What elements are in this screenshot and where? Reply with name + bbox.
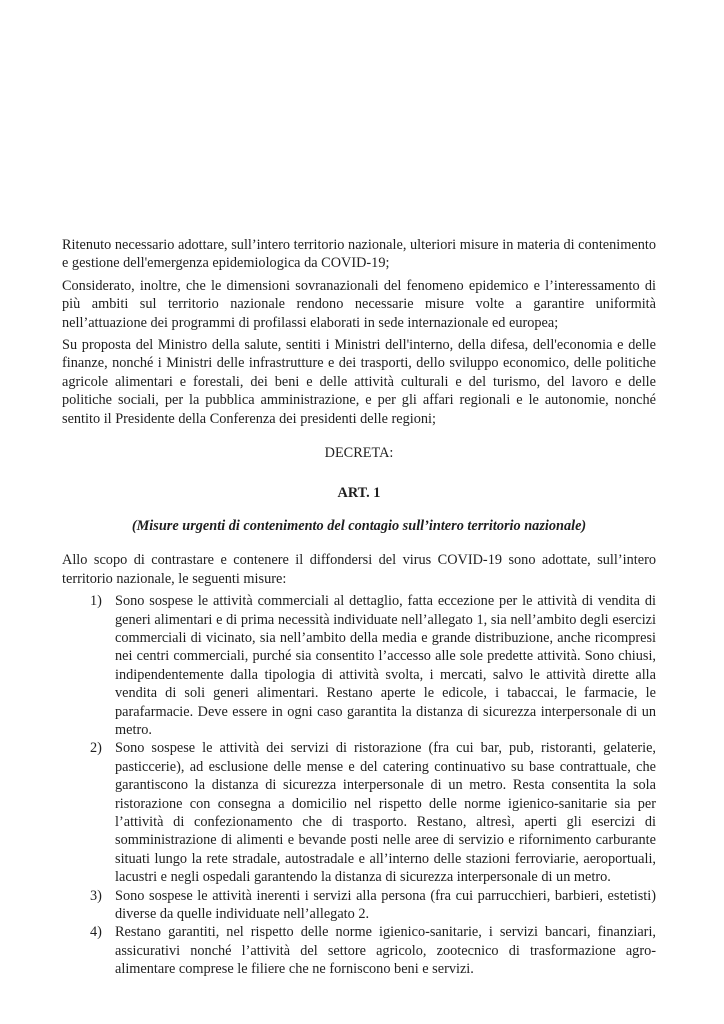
decreta-heading: DECRETA: (324, 445, 394, 462)
preamble-paragraph-su-proposta: Su proposta del Ministro della salute, sentiti i Ministri dell'interno, della difesa, dell'economia e delle finanze, nonché i Ministri delle infrastrutture e dei trasporti, dello sviluppo economico, delle politiche agricole alimentari e forestali, dei beni e delle attività culturali e del turismo, del lavoro e delle politiche sociali, per la pubblica amministrazione, e per gli affari regionali e le autonomie, nonché sentito il Presidente della Conferenza dei presidenti delle regioni; (62, 337, 656, 427)
measures-list (62, 592, 656, 979)
list-item-text: Restano garantiti, nel rispetto delle norme igienico-sanitarie, i servizi bancari, finanziari, assicurativi nonché l’attività del settore agricolo, zootecnico di trasformazione agro-alimentare comprese le filiere che ne forniscono beni e servizi. (115, 924, 656, 978)
list-item-text: Sono sospese le attività dei servizi di ristorazione (fra cui bar, pub, ristoranti, gelaterie, pasticcerie), ad esclusione delle mense e del catering continuativo su base contrattuale, che garantiscono la distanza di sicurezza interpersonale di un metro. Resta consentita la sola ristorazione con consegna a domicilio nel rispetto delle norme igienico-sanitarie sia per l’attività di confezionamento che di trasporto. Restano, altresì, aperti gli esercizi di somministrazione di alimenti e bevande posti nelle aree di servizio e rifornimento carburante situati lungo la rete stradale, autostradale e all’interno delle stazioni ferroviarie, aeroportuali, lacustri e negli ospedali garantendo la distanza di sicurezza interpersonale di un metro. (115, 740, 656, 886)
list-item (62, 923, 656, 978)
preamble-paragraph-ritenuto: Ritenuto necessario adottare, sull’intero territorio nazionale, ulteriori misure in materia di contenimento e gestione dell'emergenza epidemiologica da COVID-19; (62, 237, 656, 272)
list-item-number: 1) (90, 593, 102, 610)
list-item-text: Sono sospese le attività commerciali al dettaglio, fatta eccezione per le attività di vendita di generi alimentari e di prima necessità individuate nell’allegato 1, sia nell’ambito degli esercizi commerciali di vicinato, sia nell’ambito della media e grande distribuzione, anche ricompresi nei centri commerciali, purché sia consentito l’accesso alle sole predette attività. Sono chiusi, indipendentemente dalla tipologia di attività svolta, i mercati, salvo le attività dirette alla vendita di soli generi alimentari. Restano aperte le edicole, i tabaccai, le farmacie, le parafarmacie. Deve essere in ogni caso garantita la distanza di sicurezza interpersonale di un metro. (115, 593, 656, 738)
article-subtitle: (Misure urgenti di contenimento del contagio sull’intero territorio nazionale) (131, 517, 587, 534)
list-item-number: 3) (90, 887, 102, 904)
preamble-paragraph-considerato: Considerato, inoltre, che le dimensioni sovranazionali del fenomeno epidemico e l’interessamento di più ambiti sul territorio nazionale rendono necessarie misure volte a garantire uniformità nell’attuazione dei programmi di profilassi elaborati in sede internazionale ed europea; (62, 277, 656, 331)
document-content (62, 236, 656, 979)
list-item-text: Sono sospese le attività inerenti i servizi alla persona (fra cui parrucchieri, barbieri, estetisti) diverse da quelle individuate nell’allegato 2. (115, 887, 656, 922)
list-item (62, 739, 656, 886)
list-item-number: 2) (90, 740, 102, 757)
list-item (62, 592, 656, 739)
list-item-number: 4) (90, 924, 102, 941)
article-intro-paragraph: Allo scopo di contrastare e contenere il diffondersi del virus COVID-19 sono adottate, sull’intero territorio nazionale, le seguenti misure: (62, 552, 656, 587)
article-title: ART. 1 (337, 485, 381, 502)
list-item (62, 887, 656, 924)
